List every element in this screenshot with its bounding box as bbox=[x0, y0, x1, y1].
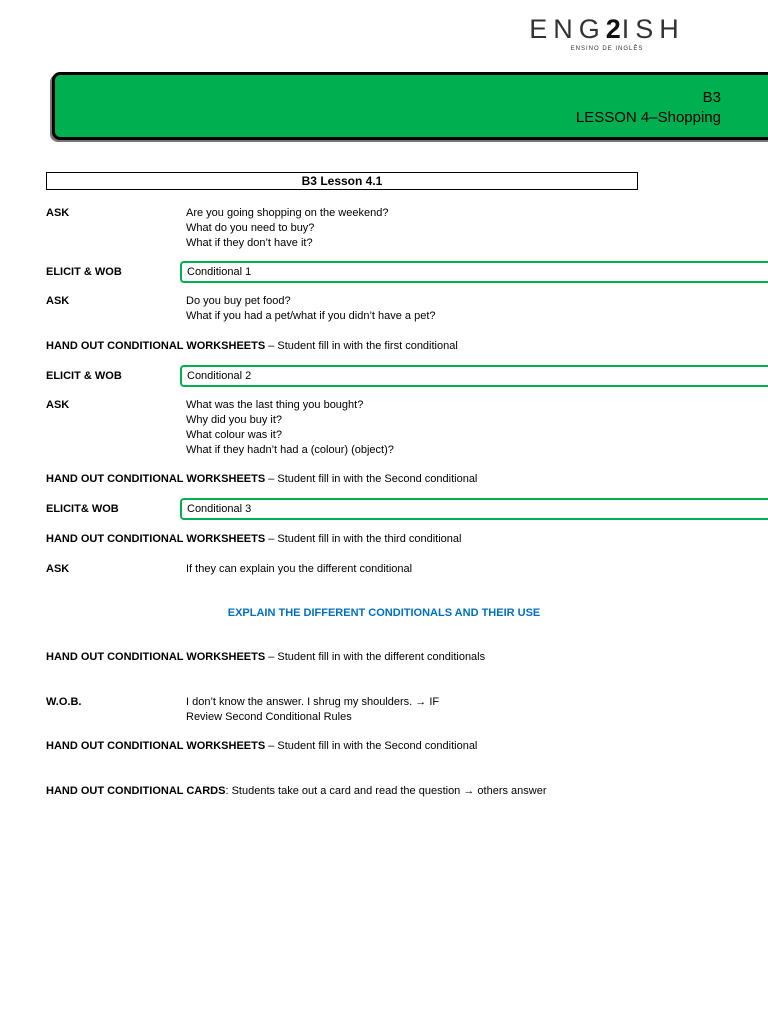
handout-detail: – Student fill in with the Second conditional bbox=[265, 740, 478, 752]
question-line: What do you need to buy? bbox=[186, 222, 315, 234]
lesson-banner bbox=[52, 72, 768, 140]
question-line: What if they hadn’t had a (colour) (object)? bbox=[186, 444, 394, 456]
conditional-box: Conditional 2 bbox=[180, 365, 768, 387]
wob-line: Review Second Conditional Rules bbox=[186, 711, 352, 723]
row-label-elicit: ELICIT& WOB bbox=[46, 503, 119, 515]
handout-detail: : Students take out a card and read the question → others answer bbox=[225, 785, 547, 797]
handout-instruction bbox=[46, 533, 461, 545]
wob-notes bbox=[186, 695, 439, 725]
row-label-wob: W.O.B. bbox=[46, 696, 82, 708]
row-label-ask: ASK bbox=[46, 207, 70, 219]
row-label-elicit: ELICIT & WOB bbox=[46, 266, 122, 278]
handout-detail: – Student fill in with the third conditional bbox=[265, 533, 462, 545]
handout-detail: – Student fill in with the Second conditional bbox=[265, 473, 478, 485]
row-label-ask: ASK bbox=[46, 563, 70, 575]
question-line: What if they don’t have it? bbox=[186, 237, 313, 249]
handout-title: HAND OUT CONDITIONAL WORKSHEETS bbox=[46, 473, 266, 485]
ask-questions bbox=[186, 206, 388, 251]
question-line: If they can explain you the different conditional bbox=[186, 563, 413, 575]
handout-detail: – Student fill in with the different conditionals bbox=[265, 651, 486, 663]
handout-instruction bbox=[46, 473, 477, 485]
handout-title: HAND OUT CONDITIONAL CARDS bbox=[46, 785, 226, 797]
logo-mark: 2 bbox=[605, 14, 622, 44]
banner-lesson: LESSON 4–Shopping bbox=[575, 109, 721, 126]
question-line: What was the last thing you bought? bbox=[186, 399, 364, 411]
banner-level: B3 bbox=[702, 89, 721, 106]
question-line: Are you going shopping on the weekend? bbox=[186, 207, 389, 219]
ask-questions bbox=[186, 562, 412, 577]
logo-tagline: ENSINO DE INGLÊS bbox=[570, 46, 644, 52]
handout-instruction bbox=[46, 651, 485, 663]
logo-right: ISH bbox=[621, 14, 685, 44]
lesson-title: B3 Lesson 4.1 bbox=[46, 172, 638, 190]
wob-line: I don’t know the answer. I shrug my shoulders. → IF bbox=[186, 696, 440, 708]
conditional-box: Conditional 1 bbox=[180, 261, 768, 283]
question-line: Why did you buy it? bbox=[186, 414, 282, 426]
handout-title: HAND OUT CONDITIONAL WORKSHEETS bbox=[46, 740, 266, 752]
handout-instruction bbox=[46, 740, 477, 752]
handout-title: HAND OUT CONDITIONAL WORKSHEETS bbox=[46, 533, 266, 545]
question-line: What if you had a pet/what if you didn’t have a pet? bbox=[186, 310, 436, 322]
handout-instruction bbox=[46, 340, 458, 352]
handout-title: HAND OUT CONDITIONAL WORKSHEETS bbox=[46, 651, 266, 663]
ask-questions bbox=[186, 398, 394, 458]
conditional-box: Conditional 3 bbox=[180, 498, 768, 520]
row-label-elicit: ELICIT & WOB bbox=[46, 370, 122, 382]
explain-heading: EXPLAIN THE DIFFERENT CONDITIONALS AND THEIR USE bbox=[227, 607, 541, 619]
row-label-ask: ASK bbox=[46, 295, 70, 307]
question-line: What colour was it? bbox=[186, 429, 282, 441]
handout-detail: – Student fill in with the first conditional bbox=[265, 340, 458, 352]
handout-title: HAND OUT CONDITIONAL WORKSHEETS bbox=[46, 340, 266, 352]
logo-wordmark bbox=[522, 14, 692, 44]
logo-left: ENG bbox=[529, 14, 606, 44]
logo bbox=[522, 14, 692, 52]
ask-questions bbox=[186, 294, 436, 324]
question-line: Do you buy pet food? bbox=[186, 295, 291, 307]
handout-instruction bbox=[46, 785, 547, 797]
row-label-ask: ASK bbox=[46, 399, 70, 411]
